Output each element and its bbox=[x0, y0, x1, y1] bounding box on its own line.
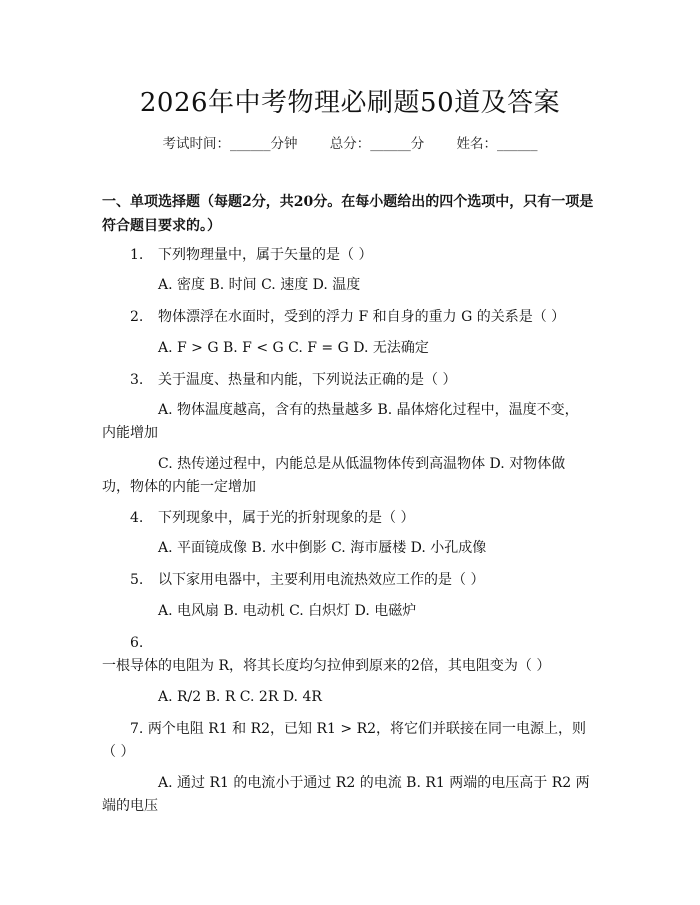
question-2-options: A. F > G B. F < G C. F = G D. 无法确定 bbox=[158, 340, 429, 356]
question-number: 4. bbox=[130, 510, 144, 526]
question-1 bbox=[130, 244, 590, 267]
question-number: 6. bbox=[130, 635, 144, 651]
question-6-options: A. R/2 B. R C. 2R D. 4R bbox=[158, 689, 322, 705]
question-5 bbox=[130, 569, 590, 592]
question-stem: 以下家用电器中，主要利用电流热效应工作的是（ ） bbox=[158, 572, 485, 588]
question-number: 3. bbox=[130, 372, 144, 388]
question-3-options-cd: C. 热传递过程中，内能总是从低温物体传到高温物体 D. 对物体做功，物体的内能一定增加 bbox=[102, 456, 566, 495]
page-title: 2026年中考物理必刷题50道及答案 bbox=[139, 88, 561, 118]
section-heading: 一、单项选择题（每题2分，共20分。在每小题给出的四个选项中，只有一项是符合题目要求的。） bbox=[102, 194, 594, 234]
exam-time-field: 考试时间：______分钟 bbox=[162, 136, 298, 152]
question-stem: 两个电阻 R1 和 R2，已知 R1 > R2，将它们并联接在同一电源上，则（ ） bbox=[102, 721, 587, 760]
question-2 bbox=[130, 306, 590, 329]
question-number: 5. bbox=[130, 572, 144, 588]
question-6 bbox=[102, 632, 590, 678]
question-7 bbox=[102, 718, 590, 764]
question-stem: 下列现象中，属于光的折射现象的是（ ） bbox=[158, 510, 415, 526]
question-4-options: A. 平面镜成像 B. 水中倒影 C. 海市蜃楼 D. 小孔成像 bbox=[158, 540, 487, 556]
question-number: 7. bbox=[130, 721, 144, 737]
student-name-field: 姓名：______ bbox=[456, 136, 538, 152]
question-3 bbox=[130, 369, 590, 392]
question-5-options: A. 电风扇 B. 电动机 C. 白炽灯 D. 电磁炉 bbox=[158, 603, 417, 619]
question-7-options: A. 通过 R1 的电流小于通过 R2 的电流 B. R1 两端的电压高于 R2 两端的电压 bbox=[102, 775, 590, 814]
question-number: 1. bbox=[130, 247, 144, 263]
question-3-options-ab: A. 物体温度越高，含有的热量越多 B. 晶体熔化过程中，温度不变，内能增加 bbox=[102, 402, 579, 441]
question-stem: 下列物理量中，属于矢量的是（ ） bbox=[158, 247, 373, 263]
question-1-options: A. 密度 B. 时间 C. 速度 D. 温度 bbox=[158, 277, 361, 293]
question-stem: 物体漂浮在水面时，受到的浮力 F 和自身的重力 G 的关系是（ ） bbox=[158, 309, 566, 325]
exam-info-line bbox=[0, 132, 700, 152]
question-number: 2. bbox=[130, 309, 144, 325]
question-4 bbox=[130, 507, 590, 530]
total-score-field: 总分：______分 bbox=[329, 136, 425, 152]
question-stem: 关于温度、热量和内能，下列说法正确的是（ ） bbox=[158, 372, 457, 388]
question-stem: 一根导体的电阻为 R，将其长度均匀拉伸到原来的2倍，其电阻变为（ ） bbox=[102, 658, 551, 674]
